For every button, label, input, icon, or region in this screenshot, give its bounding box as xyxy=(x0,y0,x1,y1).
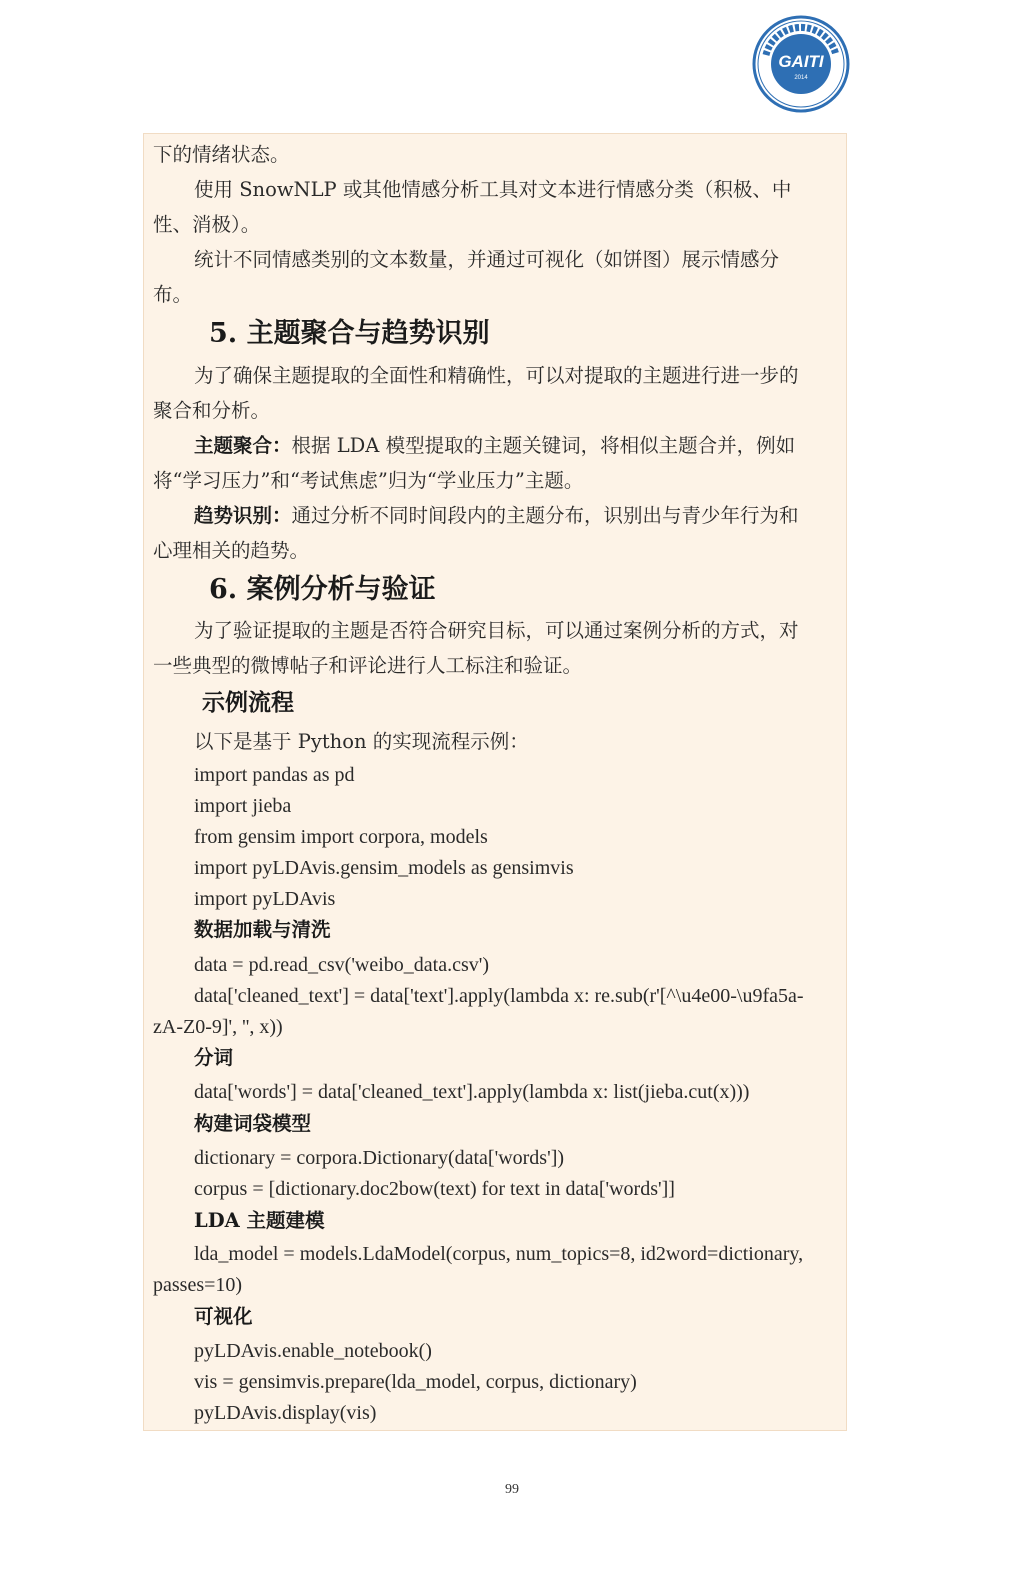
code-line: import jieba xyxy=(194,795,292,817)
code-line: vis = gensimvis.prepare(lda_model, corpus, dictionary) xyxy=(194,1371,637,1393)
svg-text:2014: 2014 xyxy=(794,75,808,81)
bold-term: 主题聚合： xyxy=(194,434,292,457)
code-line: from gensim import corpora, models xyxy=(194,826,488,848)
code-line: data['words'] = data['cleaned_text'].apply(lambda x: list(jieba.cut(x))) xyxy=(194,1081,750,1103)
paragraph-line: 将“学习压力”和“考试焦虑”归为“学业压力”主题。 xyxy=(153,469,584,492)
section-heading-5: 5. 主题聚合与趋势识别 xyxy=(209,318,490,349)
paragraph-line xyxy=(194,436,795,456)
code-line: pyLDAvis.enable_notebook() xyxy=(194,1340,432,1362)
code-line: lda_model = models.LdaModel(corpus, num_topics=8, id2word=dictionary, xyxy=(194,1243,804,1265)
code-line: corpus = [dictionary.doc2bow(text) for text in data['words']] xyxy=(194,1178,675,1200)
paragraph-line xyxy=(194,180,838,200)
section-heading-6: 6. 案例分析与验证 xyxy=(209,574,436,605)
code-line: dictionary = corpora.Dictionary(data['words']) xyxy=(194,1147,565,1169)
gaiti-logo xyxy=(752,15,850,113)
content-panel xyxy=(143,133,847,1431)
page-number: 99 xyxy=(505,1482,519,1497)
bold-term: 趋势识别： xyxy=(194,504,292,527)
example-heading: 示例流程 xyxy=(202,689,294,716)
code-line: zA-Z0-9]', '', x)) xyxy=(153,1016,283,1038)
step-label: 分词 xyxy=(194,1046,234,1069)
step-label: 构建词袋模型 xyxy=(194,1112,312,1135)
paragraph-line: 聚合和分析。 xyxy=(153,399,271,422)
step-label: 可视化 xyxy=(194,1305,253,1328)
svg-text:GAITI: GAITI xyxy=(778,52,824,71)
text-span: 根据 LDA 模型提取的主题关键词，将相似主题合并，例如 xyxy=(291,434,796,457)
code-line: data['cleaned_text'] = data['text'].apply(lambda x: re.sub(r'[^\u4e00-\u9fa5a- xyxy=(194,985,804,1007)
code-line: passes=10) xyxy=(153,1274,243,1296)
code-line: import pandas as pd xyxy=(194,764,355,786)
paragraph-line: 为了验证提取的主题是否符合研究目标，可以通过案例分析的方式，对 xyxy=(194,619,799,642)
paragraph-line: 以下是基于 Python 的实现流程示例： xyxy=(194,730,529,753)
code-line: data = pd.read_csv('weibo_data.csv') xyxy=(194,954,490,976)
step-label: LDA 主题建模 xyxy=(194,1209,325,1232)
paragraph-line: 心理相关的趋势。 xyxy=(153,539,310,562)
paragraph-line: 性、消极）。 xyxy=(153,213,261,236)
paragraph-line: 为了确保主题提取的全面性和精确性，可以对提取的主题进行进一步的 xyxy=(194,364,799,387)
code-line: import pyLDAvis.gensim_models as gensimvis xyxy=(194,857,574,879)
paragraph-line: 一些典型的微博帖子和评论进行人工标注和验证。 xyxy=(153,654,583,677)
text-span: 使用 SnowNLP 或其他情感分析工具对文本进行情感分类（积极、中 xyxy=(194,178,792,201)
code-line: pyLDAvis.display(vis) xyxy=(194,1402,377,1424)
text-span: 通过分析不同时间段内的主题分布，识别出与青少年行为和 xyxy=(291,504,799,527)
code-line: import pyLDAvis xyxy=(194,888,336,910)
step-label: 数据加载与清洗 xyxy=(194,918,331,941)
paragraph-line: 下的情绪状态。 xyxy=(153,143,290,166)
paragraph-line: 布。 xyxy=(153,283,193,306)
paragraph-line xyxy=(194,506,799,526)
paragraph-line: 统计不同情感类别的文本数量，并通过可视化（如饼图）展示情感分 xyxy=(194,248,780,271)
